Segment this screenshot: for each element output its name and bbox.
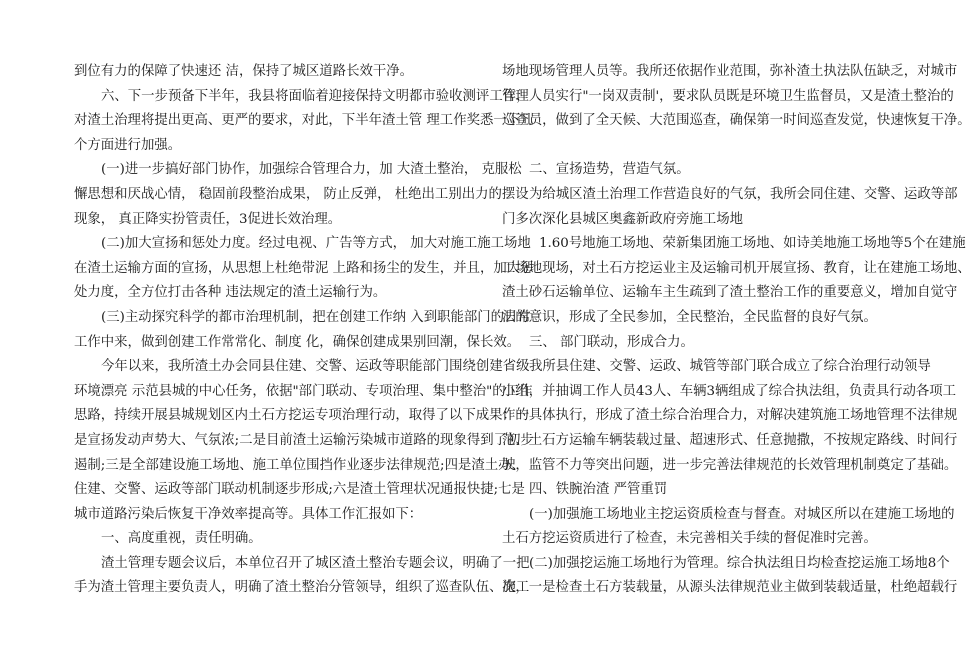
text-line: (一)加强施工场地业主挖运资质检查与督查。对城区所以在建施工场地的 <box>529 506 955 522</box>
text-line: 遏制;三是全部建设施工场地、施工单位围挡作业逐步法律规范;四是渣土办、 <box>74 457 525 473</box>
text-line: 范、土石方运输车辆装载过量、超速形式、任意抛撒，不按规定路线、时间行 <box>502 432 958 448</box>
text-line: 土石方挖运资质进行了检查，未完善相关手续的督促准时完善。 <box>502 531 877 547</box>
text-line: 懈思想和厌战心情， 稳固前段整治成果， 防止反弹， 杜绝出工别出力的摆设 <box>74 186 529 202</box>
text-line: (二)加大宣扬和惩处力度。经过电视、广告等方式， 加大对施工施工场地 <box>101 236 531 252</box>
text-line: 小组，并抽调工作人员43人、车辆3辆组成了综合执法组，负责具行动各项工 <box>502 383 957 399</box>
text-line: 思路，持续开展县城规划区内土石方挖运专项治理行动，取得了以下成果：一 <box>74 408 530 424</box>
text-line: 1.60号地施工场地、荣新集团施工场地、如诗美地施工场地等5个在建施 <box>539 236 966 252</box>
text-line: 场地现场管理人员等。我所还依据作业范围，弥补渣土执法队伍缺乏，对城市 <box>502 64 958 79</box>
text-line: 四、铁腕治渣 严管重罚 <box>529 482 668 498</box>
right-column <box>502 60 971 601</box>
text-line: 工作中来，做到创建工作常常化、制度 化，确保创建成果别回潮，保长效。 <box>74 334 521 350</box>
text-line: 对渣土治理将提出更高、更严的要求，对此，下半年渣土管 理工作奖悉一下几 <box>74 113 534 129</box>
text-line: 在渣土运输方面的宣扬，从思想上杜绝带泥 上路和扬尘的发生，并且，加大惩 <box>74 260 534 276</box>
paragraph-gap <box>502 134 894 159</box>
text-line: (二)加强挖运施工场地行为管理。综合执法组日均检查挖运施工场地8个 <box>529 555 950 571</box>
text-line: 工场地现场，对土石方挖运业主及运输司机开展宣扬、教育，让在建施工场地、 <box>502 260 971 276</box>
text-line: 管理人员实行"一岗双责制'，要求队员既是环境卫生监督员，又是渣土整治的 <box>502 88 954 104</box>
text-line: 我所县住建、交警、运政、城管等部门联合成立了综合治理行动领导 <box>529 359 931 375</box>
text-line: 渣土砂石运输单位、运输车主生疏到了渣土整治工作的重要意义，增加自觉守 <box>502 285 958 301</box>
text-line: 到位有力的保障了快速还 洁，保持了城区道路长效干净。 <box>74 64 414 79</box>
text-line: (三)主动探究科学的都市治理机制，把在创建工作纳 入到职能部门的日常 <box>101 309 531 325</box>
text-line: 渣土管理专题会议后，本单位召开了城区渣土整治专题会议，明确了一把 <box>101 555 530 571</box>
text-line: 作的具体执行，形成了渣土综合治理合力，对解决建筑施工场地管理不法律规 <box>502 408 958 424</box>
text-line: 六、下一步预备下半年，我县将面临着迎接保持文明都市验收测评工作， <box>101 88 530 104</box>
text-line: 住建、交警、运政等部门联动机制逐步形成;六是渣土管理状况通报快捷;七是 <box>74 482 525 498</box>
text-line: 一、高度重视，责任明确。 <box>101 531 262 547</box>
text-line: 三、 部门联动，形成合力。 <box>529 334 694 350</box>
text-line: (一)进一步搞好部门协作，加强综合管理合力，加 大渣土整治， 克服松 <box>101 162 522 178</box>
text-line: 处力度，全方位打击各种 违法规定的渣土运输行为。 <box>74 285 387 301</box>
text-line: 今年以来，我所渣土办会同县住建、交警、运政等职能部门围绕创建省级 <box>101 359 530 375</box>
text-line: 环境漂亮 示范县城的中心任务，依据"部门联动、专项治理、集中整治"的工作 <box>74 383 533 399</box>
text-line: 手为渣土管理主要负责人，明确了渣土整治分管领导，组织了巡查队伍、施工 <box>74 580 530 596</box>
text-line: 为给城区渣土治理工作营造良好的气氛，我所会同住建、交警、运政等部 <box>529 186 958 202</box>
text-line: 巡查员，做到了全天候、大范围巡查，确保第一时间巡查发觉，快速恢复干净。 <box>502 113 971 129</box>
text-line: 次，一是检查土石方装载量，从源头法律规范业主做到装载适量，杜绝超载行 <box>502 580 958 596</box>
text-line: 现象， 真正降实扮管责任，3促进长效治理。 <box>74 211 342 227</box>
text-line: 驶，监管不力等突出问题，进一步完善法律规范的长效管理机制奠定了基础。 <box>502 457 958 473</box>
text-line: 城市道路污染后恢复干净效率提高等。具体工作汇报如下： <box>74 506 423 522</box>
left-column <box>74 60 534 601</box>
text-line: 二、宣扬造势，营造气氛。 <box>529 162 690 178</box>
text-line: 法的意识，形成了全民参加，全民整治，全民监督的良好气氛。 <box>502 309 877 325</box>
text-line: 门多次深化县城区奥鑫新政府旁施工场地 <box>502 211 744 227</box>
text-line: 是宣扬发动声势大、气氛浓;二是目前渣土运输污染城市道路的现象得到了初步 <box>74 432 534 448</box>
text-line: 个方面进行加强。 <box>74 137 182 153</box>
